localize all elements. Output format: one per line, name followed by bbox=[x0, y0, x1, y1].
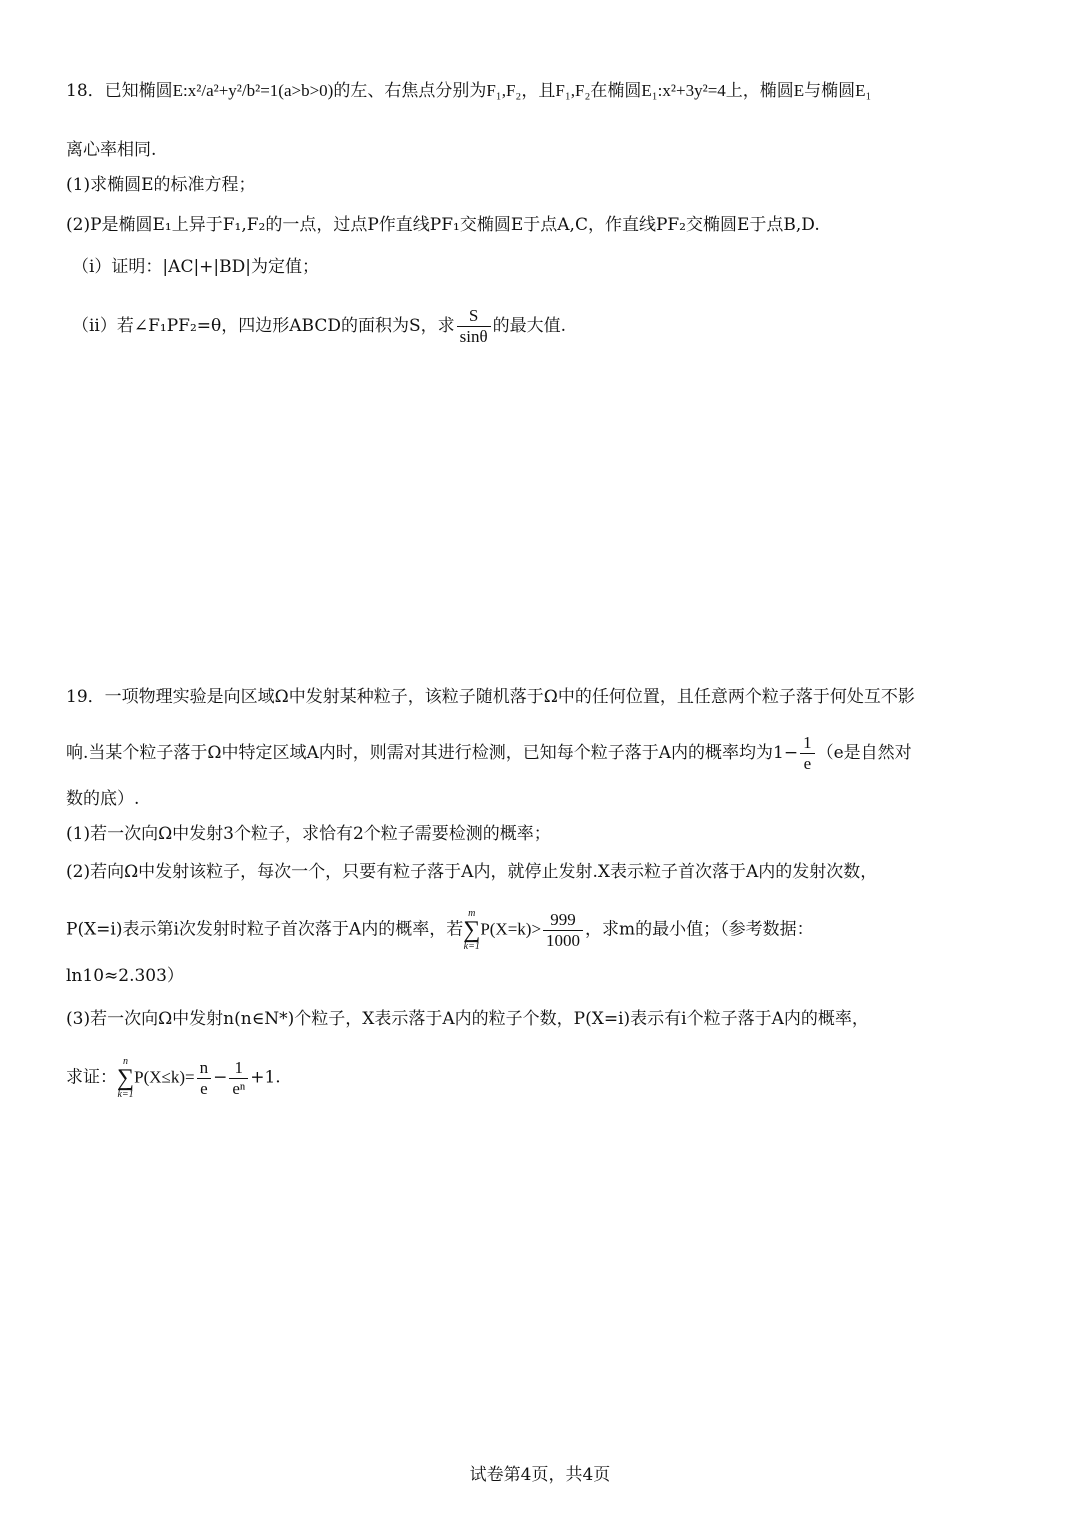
q18-line2: 离心率相同. bbox=[66, 140, 157, 160]
proof-label: 求证： bbox=[66, 1067, 117, 1088]
sum-lower-limit: k=1 bbox=[117, 1089, 134, 1100]
ellipse-e1-label: E₁ bbox=[855, 81, 872, 100]
summation-symbol bbox=[117, 1056, 134, 1100]
fraction-denominator: e bbox=[803, 754, 812, 773]
q18-sub-ii-text: （ii）若∠F₁PF₂=θ，四边形ABCD的面积为S，求 bbox=[72, 316, 455, 336]
q19-line1: 19．一项物理实验是向区域Ω中发射某种粒子，该粒子随机落于Ω中的任何位置，且任意两个粒子落于何处互不影 bbox=[66, 687, 915, 707]
999-over-1000-fraction bbox=[543, 910, 583, 951]
fraction-numerator: 999 bbox=[543, 910, 583, 931]
sum-lower-limit: k=1 bbox=[463, 941, 480, 952]
one-over-e-to-n-fraction bbox=[229, 1058, 248, 1099]
sum-upper-limit: n bbox=[123, 1056, 129, 1067]
q18-text-d: 在椭圆 bbox=[590, 81, 642, 101]
foci-label-1: F₁,F₂ bbox=[486, 81, 522, 100]
fraction-numerator: n bbox=[197, 1058, 212, 1079]
q18-text-c: ，且 bbox=[521, 81, 556, 101]
q19-line2 bbox=[66, 733, 1020, 774]
fraction-denominator: 1000 bbox=[546, 930, 581, 950]
q18-text-b: 的左、右焦点分别为 bbox=[333, 81, 487, 101]
q19-part2b bbox=[66, 908, 1020, 952]
fraction-denominator: eⁿ bbox=[232, 1078, 246, 1098]
sum-upper-limit: m bbox=[468, 908, 476, 919]
q19-part2b-text: P(X=i)表示第i次发射时粒子首次落于A内的概率，若 bbox=[66, 919, 464, 940]
q18-text-f: 与椭圆 bbox=[804, 81, 856, 101]
fraction-numerator: 1 bbox=[229, 1058, 248, 1079]
fraction-numerator: S bbox=[457, 306, 491, 327]
probability-expression: P(X=k)> bbox=[480, 919, 542, 939]
q19-reference-data: ln10≈2.303） bbox=[66, 966, 184, 986]
q19-line2-end: （e是自然对 bbox=[816, 743, 912, 763]
q18-sub-ii bbox=[72, 306, 1020, 347]
q18-line1 bbox=[66, 78, 1020, 104]
q18-text-e: 上，椭圆 bbox=[725, 81, 794, 101]
q18-sub-ii-end: 的最大值. bbox=[492, 316, 567, 336]
q19-line3: 数的底）. bbox=[66, 789, 140, 809]
q19-line2-text: 响.当某个粒子落于Ω中特定区域A内时，则需对其进行检测，已知每个粒子落于A内的概率均为1− bbox=[66, 743, 799, 763]
minus-sign: − bbox=[213, 1067, 228, 1088]
proof-end: +1. bbox=[250, 1067, 281, 1088]
fraction-numerator: 1 bbox=[800, 733, 815, 754]
q18-part1: (1)求椭圆E的标准方程； bbox=[66, 175, 256, 195]
q18-part2: (2)P是椭圆E₁上异于F₁,F₂的一点，过点P作直线PF₁交椭圆E于点A,C，作直线PF₂交椭圆E于点B,D. bbox=[66, 215, 820, 235]
q19-part1: (1)若一次向Ω中发射3个粒子，求恰有2个粒子需要检测的概率； bbox=[66, 824, 551, 844]
q19-part3: (3)若一次向Ω中发射n(n∈N*)个粒子，X表示落于A内的粒子个数，P(X=i)表示有i个粒子落于A内的概率， bbox=[66, 1009, 869, 1029]
sigma-glyph: ∑ bbox=[117, 1065, 135, 1091]
q19-part2: (2)若向Ω中发射该粒子，每次一个，只要有粒子落于A内，就停止发射.X表示粒子首次落于A内的发射次数， bbox=[66, 862, 878, 882]
cumulative-probability-expression: P(X≤k)= bbox=[134, 1067, 195, 1087]
q19-proof bbox=[66, 1056, 1020, 1100]
s-over-sin-theta-fraction bbox=[457, 306, 491, 347]
q19-part2b-end: ，求m的最小值；（参考数据： bbox=[585, 919, 814, 940]
one-over-e-fraction bbox=[800, 733, 815, 774]
q18-sub-i: （i）证明：|AC|+|BD|为定值； bbox=[72, 257, 319, 277]
ellipse-e1-equation: E₁:x²+3y²=4 bbox=[641, 81, 726, 100]
n-over-e-fraction bbox=[197, 1058, 212, 1099]
sigma-glyph: ∑ bbox=[463, 917, 481, 943]
page-footer: 试卷第4页，共4页 bbox=[469, 1465, 611, 1485]
fraction-denominator: e bbox=[200, 1078, 208, 1098]
ellipse-e-label: E bbox=[793, 81, 805, 100]
ellipse-e-equation: E:x²/a²+y²/b²=1(a>b>0) bbox=[172, 81, 334, 100]
fraction-denominator: sinθ bbox=[459, 327, 488, 346]
q18-intro: 18．已知椭圆 bbox=[66, 81, 173, 101]
summation-symbol bbox=[463, 908, 480, 952]
foci-label-2: F₁,F₂ bbox=[555, 81, 591, 100]
